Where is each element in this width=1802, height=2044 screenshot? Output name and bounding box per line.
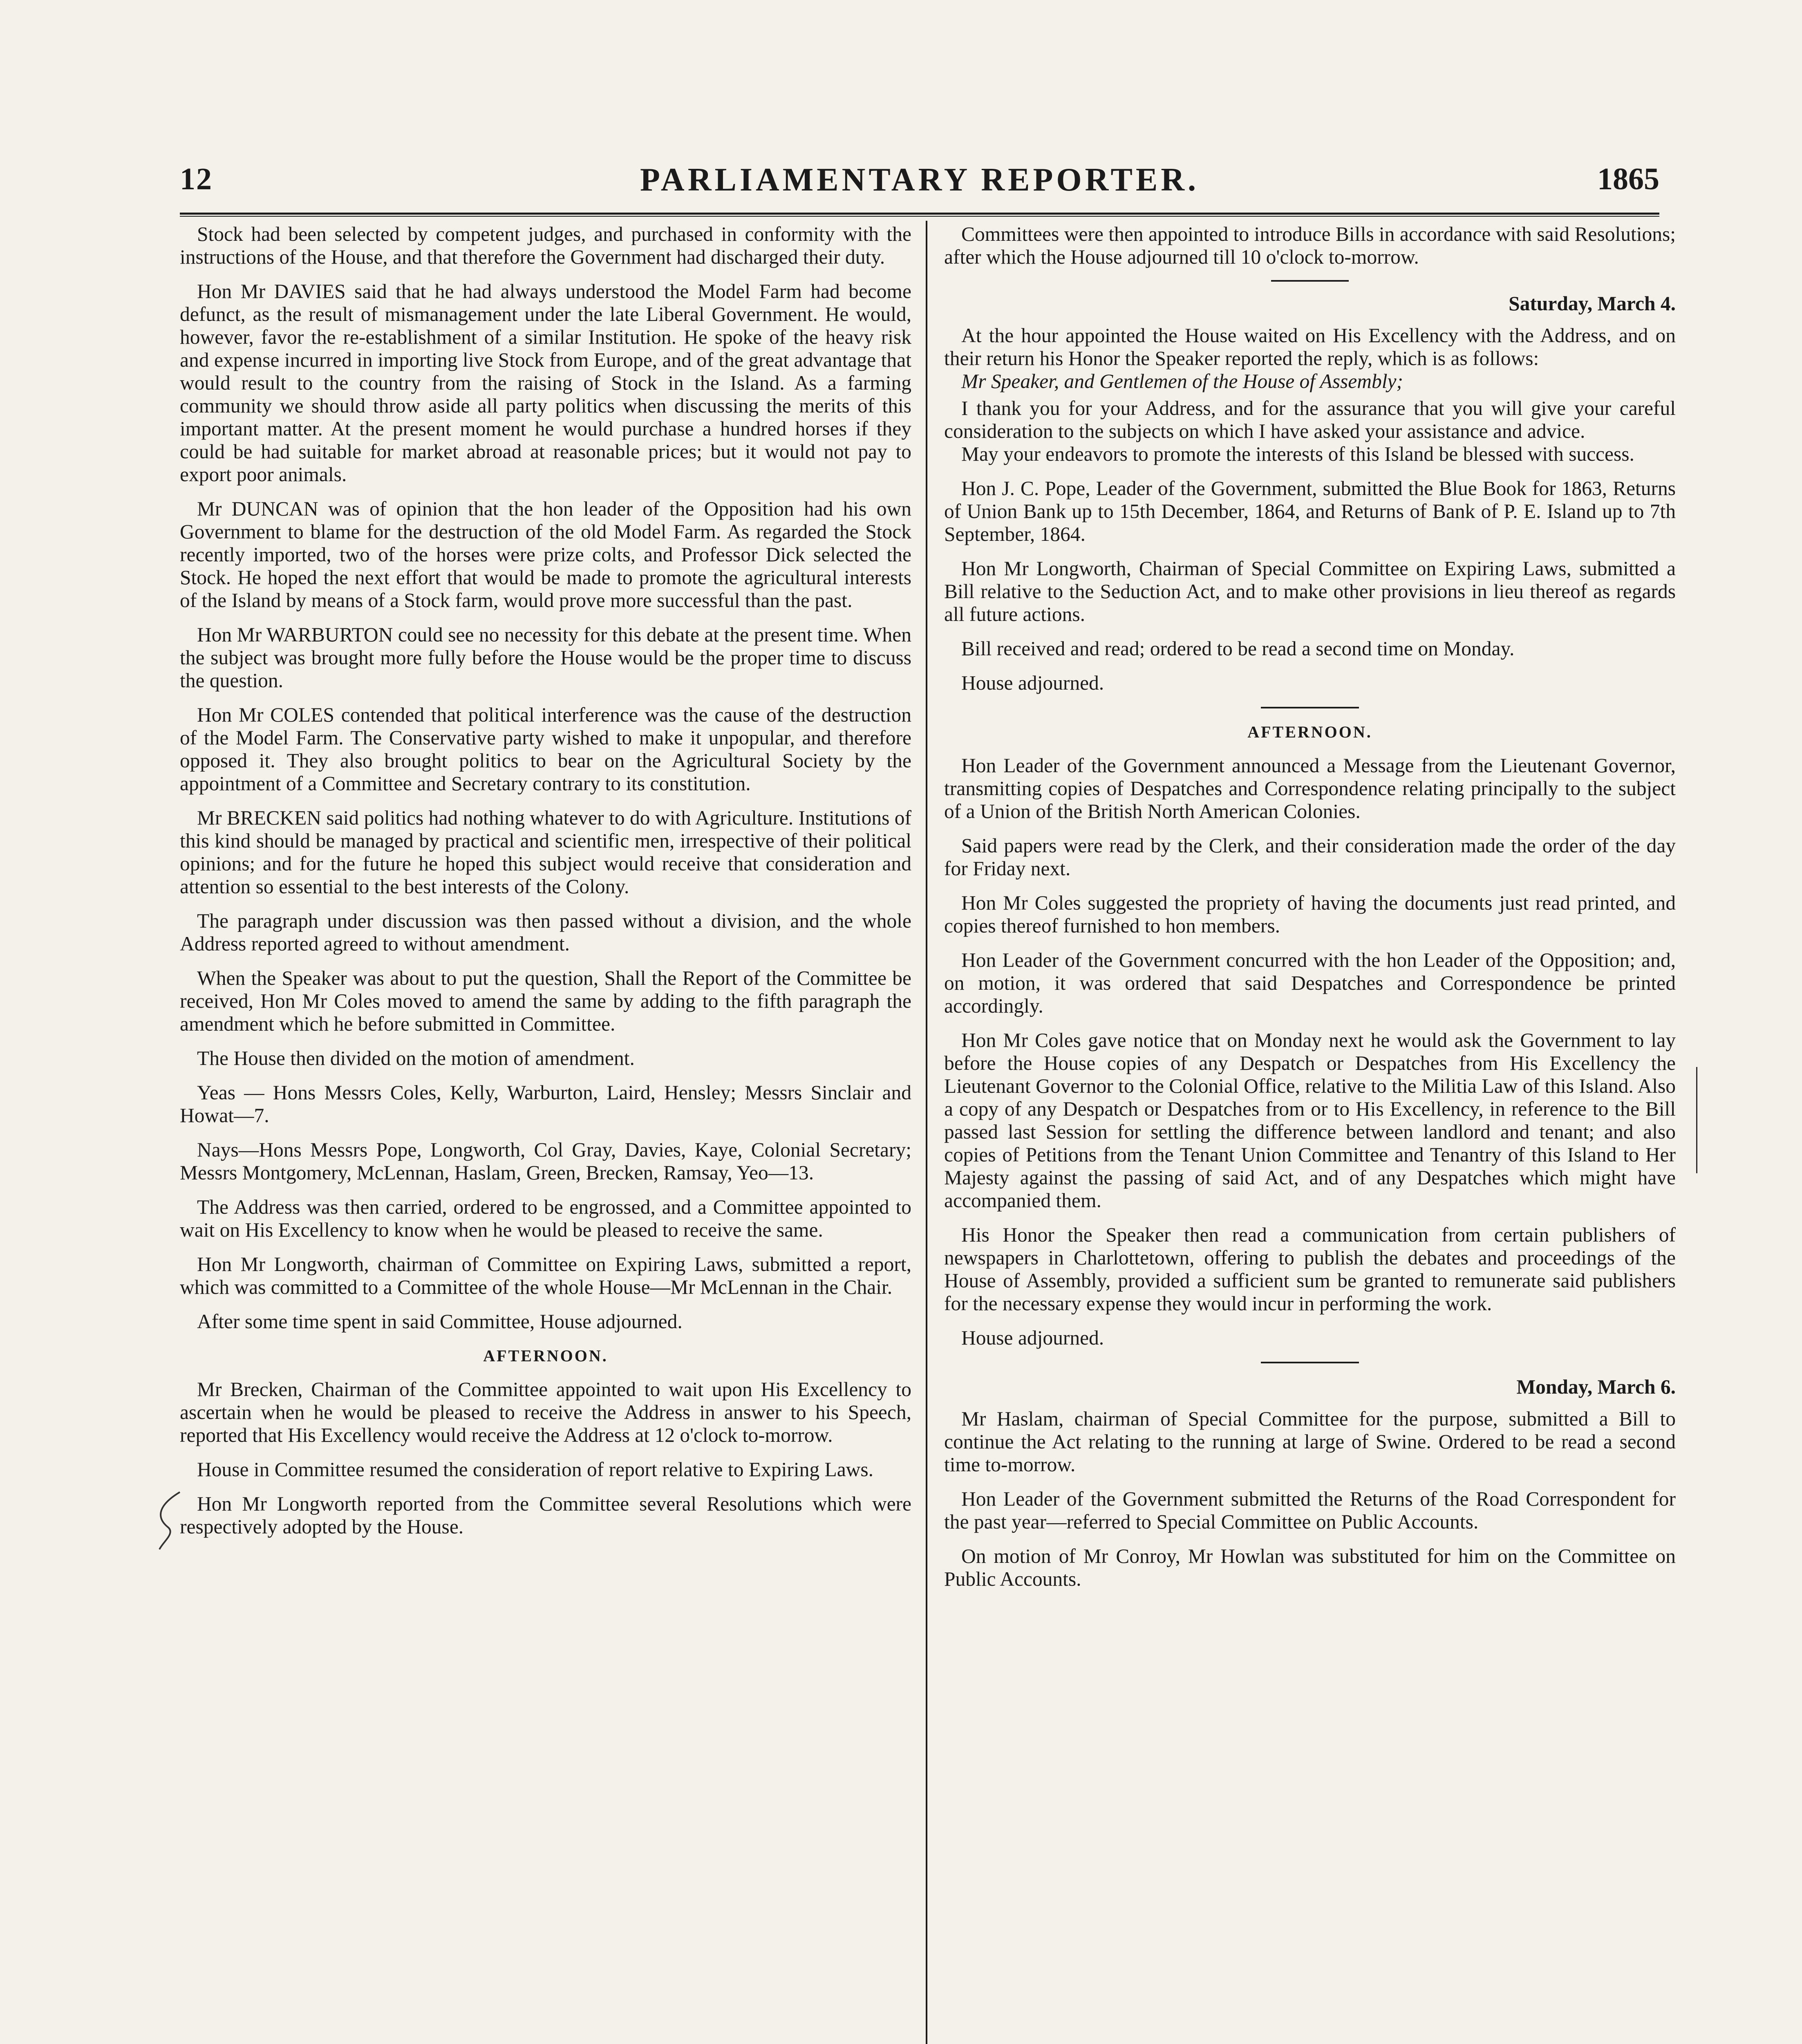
section-rule (1271, 280, 1349, 282)
section-rule (1261, 1362, 1359, 1363)
paragraph: I thank you for your Address, and for the assurance that you will give your careful consideration to the subjects on which I have asked your assistance and advice. (944, 397, 1676, 442)
paragraph: The paragraph under discussion was then passed without a division, and the whole Address reported agreed to without amendment. (180, 910, 911, 955)
paragraph: Hon J. C. Pope, Leader of the Government, submitted the Blue Book for 1863, Returns of Union Bank up to 15th December, 1864, and Returns of Bank of P. E. Island up to 7th September, 1864. (944, 477, 1676, 545)
header-rule (180, 213, 1659, 217)
address-salutation: Mr Speaker, and Gentlemen of the House of Assembly; (961, 370, 1403, 392)
paragraph: May your endeavors to promote the interests of this Island be blessed with success. (961, 443, 1634, 465)
paragraph: Hon Mr Longworth, Chairman of Special Committee on Expiring Laws, submitted a Bill relative to the Seduction Act, and to make other provisions in lieu thereof as regards all future actions. (944, 557, 1676, 625)
paragraph: House adjourned. (961, 672, 1104, 694)
paragraph: On motion of Mr Conroy, Mr Howlan was substituted for him on the Committee on Public Accounts. (944, 1545, 1676, 1590)
margin-pencil-mark (1696, 1067, 1697, 1173)
paragraph: Committees were then appointed to introduce Bills in accordance with said Resolutions; after which the House adjourned till 10 o'clock to-morrow. (944, 223, 1676, 268)
paragraph: Mr Brecken, Chairman of the Committee appointed to wait upon His Excellency to ascertain when he would be pleased to receive the Address in answer to his Speech, reported that His Excellency would receive the Address at 12 o'clock to-morrow. (180, 1378, 911, 1446)
section-heading-afternoon: AFTERNOON. (483, 1347, 608, 1365)
section-rule (1261, 707, 1359, 708)
paragraph: Nays—Hons Messrs Pope, Longworth, Col Gray, Davies, Kaye, Colonial Secretary; Messrs Montgomery, McLennan, Haslam, Green, Brecken, Ramsay, Yeo—13. (180, 1139, 911, 1184)
paragraph: House adjourned. (961, 1327, 1104, 1349)
paragraph: His Honor the Speaker then read a communication from certain publishers of newspapers in Charlottetown, offering to publish the debates and proceedings of the House of Assembly, provided a sufficient sum be granted to remunerate said publishers for the necessary expense they would incur in performing the work. (944, 1224, 1676, 1315)
paragraph: Hon Mr WARBURTON could see no necessity for this debate at the present time. When the subject was brought more fully before the House would be the proper time to discuss the question. (180, 623, 911, 692)
paragraph: Mr BRECKEN said politics had nothing whatever to do with Agriculture. Institutions of this kind should be managed by practical and scientific men, irrespective of their political opinions; and for the future he hoped this subject would receive that consideration and attention so essential to the best interests of the Colony. (180, 807, 911, 898)
date-line-monday: Monday, March 6. (1516, 1376, 1676, 1398)
paragraph: Bill received and read; ordered to be read a second time on Monday. (961, 637, 1515, 660)
column-divider (926, 221, 927, 2044)
paragraph: Hon Leader of the Government announced a Message from the Lieutenant Governor, transmitting copies of Despatches and Correspondence relating principally to the subject of a Union of the British North American Colonies. (944, 754, 1676, 823)
paragraph: Hon Mr Coles gave notice that on Monday next he would ask the Government to lay before the House copies of any Despatch or Despatches from His Excellency the Lieutenant Governor to the Colonial Office, relative to the Militia Law of this Island. Also a copy of any Despatch or Despatches from or to His Excellency, in reference to the Bill passed last Session for settling the difference between landlord and tenant; and also copies of Petitions from the Tenant Union Committee and Tenantry of this Island to Her Majesty against the passing of said Act, and of any Despatches which might have accompanied them. (944, 1029, 1676, 1212)
page-number: 12 (180, 162, 213, 196)
paragraph: House in Committee resumed the consideration of report relative to Expiring Laws. (197, 1458, 874, 1481)
paragraph: Hon Mr COLES contended that political interference was the cause of the destruction of the Model Farm. The Conservative party wished to make it unpopular, and therefore opposed it. They also brought politics to bear on the Agricultural Society by the appointment of a Committee and Secretary contrary to its constitution. (180, 704, 911, 795)
paragraph: Hon Leader of the Government submitted the Returns of the Road Correspondent for the past year—referred to Special Committee on Public Accounts. (944, 1488, 1676, 1533)
paragraph: After some time spent in said Committee, House adjourned. (197, 1310, 683, 1333)
publication-title: PARLIAMENTARY REPORTER. (640, 162, 1200, 198)
paragraph: Said papers were read by the Clerk, and their consideration made the order of the day for Friday next. (944, 834, 1676, 880)
right-column (944, 223, 1676, 2044)
page-header (180, 161, 1659, 211)
paragraph: The Address was then carried, ordered to be engrossed, and a Committee appointed to wait on His Excellency to know when he would be pleased to receive the same. (180, 1196, 911, 1241)
paragraph: Mr Haslam, chairman of Special Committee for the purpose, submitted a Bill to continue the Act relating to the running at large of Swine. Ordered to be read a second time to-morrow. (944, 1407, 1676, 1476)
left-column (180, 223, 911, 2044)
section-heading-afternoon: AFTERNOON. (1247, 723, 1372, 741)
paragraph: Mr DUNCAN was of opinion that the hon leader of the Opposition had his own Government to blame for the destruction of the old Model Farm. As regarded the Stock recently imported, two of the horses were prize colts, and Professor Dick selected the Stock. He hoped the next effort that would be made to promote the agricultural interests of the Island by means of a Stock farm, would prove more successful than the past. (180, 498, 911, 612)
paragraph: Hon Mr DAVIES said that he had always understood the Model Farm had become defunct, as the result of mismanagement under the late Liberal Government. He would, however, favor the re-establishment of a similar Institution. He spoke of the heavy risk and expense incurred in importing live Stock from Europe, and of the great advantage that would result to the country from the raising of Stock in the Island. As a farming community we should throw aside all party politics when discussing the merits of this important matter. At the present moment he would purchase a hundred horses if they could be had suitable for market abroad at reasonable prices; but it would not pay to export poor animals. (180, 280, 911, 486)
paragraph: When the Speaker was about to put the question, Shall the Report of the Committee be received, Hon Mr Coles moved to amend the same by adding to the fifth paragraph the amendment which he before submitted in Committee. (180, 967, 911, 1035)
paragraph: Hon Leader of the Government concurred with the hon Leader of the Opposition; and, on motion, it was ordered that said Despatches and Correspondence be printed accordingly. (944, 949, 1676, 1017)
pencil-annotation-mark (151, 1488, 196, 1553)
paragraph: Hon Mr Longworth, chairman of Committee on Expiring Laws, submitted a report, which was committed to a Committee of the whole House—Mr McLennan in the Chair. (180, 1253, 911, 1298)
paragraph: Hon Mr Coles suggested the propriety of having the documents just read printed, and copies thereof furnished to hon members. (944, 892, 1676, 937)
paragraph: Yeas — Hons Messrs Coles, Kelly, Warburton, Laird, Hensley; Messrs Sinclair and Howat—7. (180, 1081, 911, 1127)
publication-year: 1865 (1597, 162, 1659, 196)
paragraph: At the hour appointed the House waited on His Excellency with the Address, and on their return his Honor the Speaker reported the reply, which is as follows: (944, 324, 1676, 370)
paragraph: The House then divided on the motion of amendment. (197, 1047, 635, 1069)
paragraph: Hon Mr Longworth reported from the Committee several Resolutions which were respectively adopted by the House. (180, 1493, 911, 1538)
paragraph: Stock had been selected by competent judges, and purchased in conformity with the instructions of the House, and that therefore the Government had discharged their duty. (180, 223, 911, 268)
date-line-saturday: Saturday, March 4. (1509, 292, 1676, 315)
